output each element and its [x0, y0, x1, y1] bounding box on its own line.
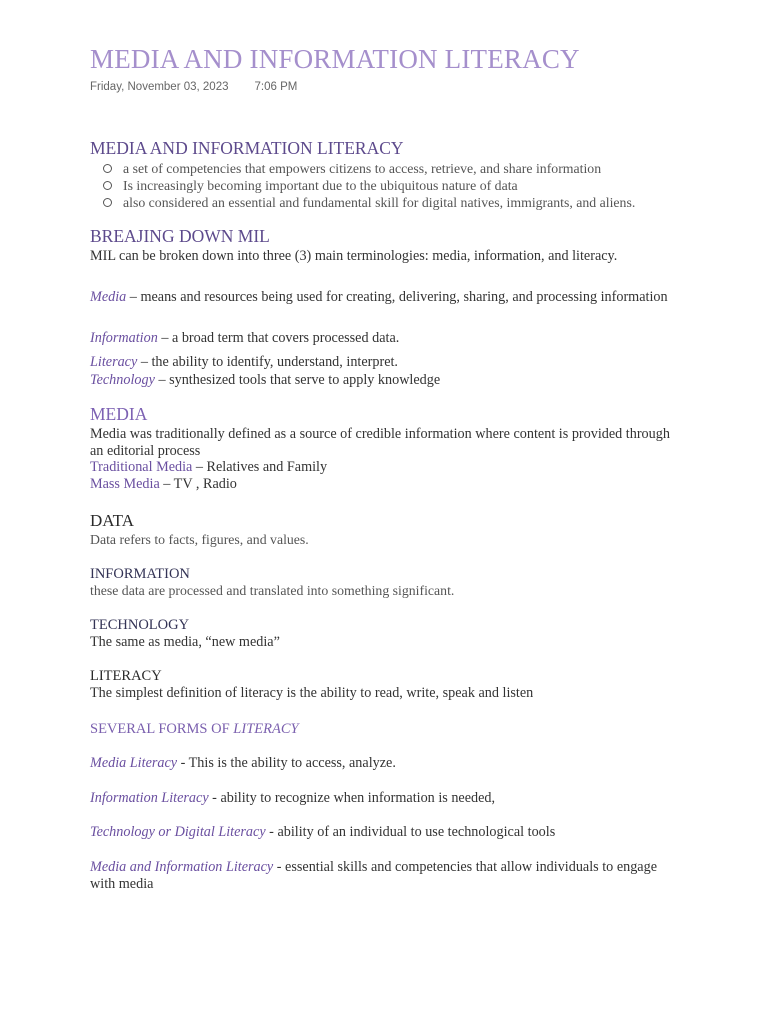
section-data — [90, 511, 680, 549]
definition-literacy: Literacy – the ability to identify, understand, interpret. — [90, 354, 398, 370]
section-body: The same as media, “new media” — [90, 634, 280, 650]
circle-bullet-icon — [103, 181, 112, 190]
section-literacy — [90, 668, 680, 702]
section-heading: LITERACY — [90, 668, 162, 684]
definition-media: Media – means and resources being used for creating, delivering, sharing, and processing information — [90, 289, 668, 305]
form-media-literacy: Media Literacy - This is the ability to access, analyze. — [90, 755, 396, 771]
section-heading: BREAJING DOWN MIL — [90, 226, 270, 246]
term-label: Technology or Digital Literacy — [90, 824, 266, 840]
term-label: Mass Media — [90, 475, 160, 492]
list-item: Is increasingly becoming important due to the ubiquitous nature of data — [90, 177, 680, 194]
page-time: 7:06 PM — [254, 81, 298, 93]
form-mil: Media and Information Literacy - essential skills and competencies that allow individuals to engage with media — [90, 859, 657, 892]
term-label: Media and Information Literacy — [90, 859, 274, 875]
section-heading: DATA — [90, 511, 134, 530]
page-timestamp — [90, 81, 297, 93]
section-technology — [90, 617, 680, 651]
term-label: Information Literacy — [90, 790, 209, 806]
section-mil — [90, 138, 680, 211]
term-label: Information — [90, 330, 158, 346]
list-item: also considered an essential and fundamental skill for digital natives, immigrants, and aliens. — [90, 194, 680, 211]
term-label: Traditional Media — [90, 459, 193, 475]
term-label: Technology — [90, 372, 155, 388]
section-heading: MEDIA AND INFORMATION LITERACY — [90, 138, 404, 158]
form-information-literacy: Information Literacy - ability to recognize when information is needed, — [90, 790, 496, 806]
section-body: The simplest definition of literacy is the ability to read, write, speak and listen — [90, 685, 534, 701]
section-heading: MEDIA — [90, 404, 148, 424]
bullet-list — [90, 160, 680, 211]
section-breaking-down — [90, 226, 680, 265]
form-digital-literacy: Technology or Digital Literacy - ability of an individual to use technological tools — [90, 824, 556, 840]
definition-information: Information – a broad term that covers processed data. — [90, 330, 400, 346]
page-date: Friday, November 03, 2023 — [90, 81, 229, 93]
term-label: Media Literacy — [90, 755, 178, 771]
section-forms-heading: SEVERAL FORMS OF LITERACY — [90, 721, 299, 737]
media-type-item: Traditional Media – Relatives and Family — [90, 459, 328, 475]
media-type-item: Mass Media – TV , Radio — [90, 475, 237, 492]
term-label: Literacy — [90, 354, 138, 370]
section-heading: TECHNOLOGY — [90, 617, 190, 633]
section-media — [90, 404, 680, 492]
list-item: a set of competencies that empowers citizens to access, retrieve, and share information — [90, 160, 680, 177]
definition-technology: Technology – synthesized tools that serve to apply knowledge — [90, 372, 441, 388]
circle-bullet-icon — [103, 198, 112, 207]
section-body: MIL can be broken down into three (3) main terminologies: media, information, and literacy. — [90, 248, 618, 264]
section-heading: INFORMATION — [90, 566, 190, 582]
section-body: Data refers to facts, figures, and values. — [90, 532, 309, 547]
page-title: MEDIA AND INFORMATION LITERACY — [90, 44, 580, 74]
section-body: these data are processed and translated into something significant. — [90, 583, 455, 598]
section-body: Media was traditionally defined as a source of credible information where content is provided through an editorial process — [90, 426, 670, 459]
term-label: Media — [90, 289, 127, 305]
circle-bullet-icon — [103, 164, 112, 173]
section-information — [90, 566, 680, 600]
